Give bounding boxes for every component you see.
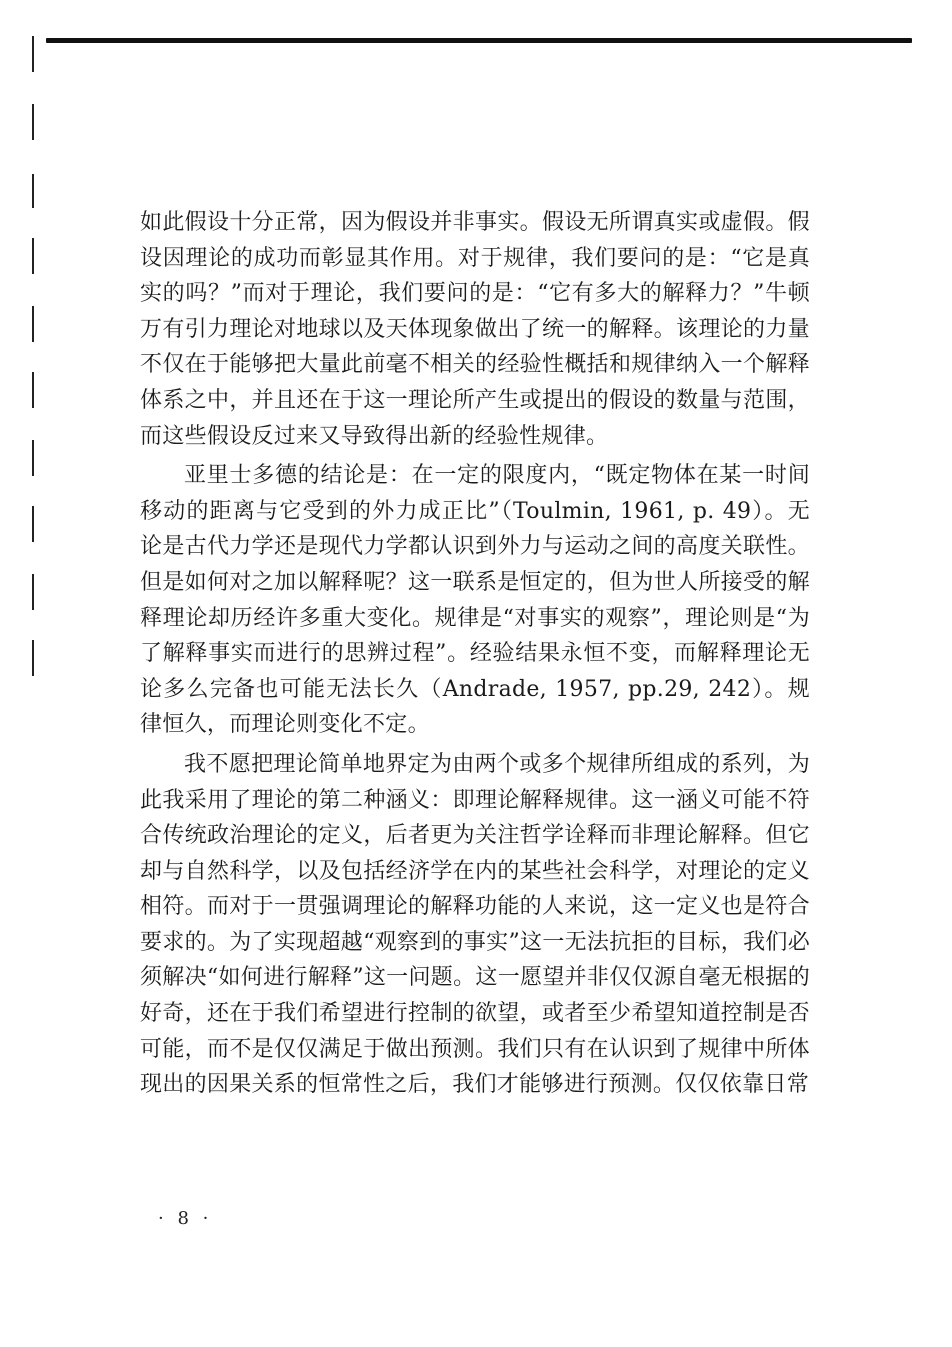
margin-mark — [32, 174, 34, 208]
margin-mark — [32, 640, 34, 676]
margin-mark — [32, 440, 34, 476]
margin-mark — [32, 506, 34, 542]
paragraph-1: 如此假设十分正常，因为假设并非事实。假设无所谓真实或虚假。假设因理论的成功而彰显其作用。对于规律，我们要问的是：“它是真实的吗？”而对于理论，我们要问的是：“它有多大的解释力？”牛顿万有引力理论对地球以及天体现象做出了统一的解释。该理论的力量不仅在于能够把大量此前毫不相关的经验性概括和规律纳入一个解释体系之中，并且还在于这一理论所产生或提出的假设的数量与范围，而这些假设反过来又导致得出新的经验性规律。 — [140, 210, 810, 449]
page-number: · 8 · — [158, 1208, 213, 1229]
paragraph-3: 我不愿把理论简单地界定为由两个或多个规律所组成的系列，为此我采用了理论的第二种涵义：即理论解释规律。这一涵义可能不符合传统政治理论的定义，后者更为关注哲学诠释而非理论解释。但它却与自然科学，以及包括经济学在内的某些社会科学，对理论的定义相符。而对于一贯强调理论的解释功能的人来说，这一定义也是符合要求的。为了实现超越“观察到的事实”这一无法抗拒的目标，我们必须解决“如何进行解释”这一问题。这一愿望并非仅仅源自毫无根据的好奇，还在于我们希望进行控制的欲望，或者至少希望知道控制是否可能，而不是仅仅满足于做出预测。我们只有在认识到了规律中所体现出的因果关系的恒常性之后，我们才能够进行预测。仅仅依靠日常 — [140, 751, 810, 1098]
paragraph-2: 亚里士多德的结论是：在一定的限度内，“既定物体在某一时间移动的距离与它受到的外力成正比”（Toulmin, 1961, p. 49）。无论是古代力学还是现代力学都认识到外力与运动之间的高度关联性。但是如何对之加以解释呢？这一联系是恒定的，但为世人所接受的解释理论却历经许多重大变化。规律是“对事实的观察”，理论则是“为了解释事实而进行的思辨过程”。经验结果永恒不变，而解释理论无论多么完备也可能无法长久（Andrade, 1957, pp.29, 242）。规律恒久，而理论则变化不定。 — [140, 463, 810, 738]
body-text — [140, 205, 810, 1103]
margin-mark — [32, 574, 34, 610]
margin-mark — [32, 36, 34, 72]
margin-mark — [32, 238, 34, 274]
margin-mark — [32, 372, 34, 408]
margin-mark — [32, 306, 34, 342]
header-rule — [46, 38, 912, 43]
margin-mark — [32, 104, 34, 140]
